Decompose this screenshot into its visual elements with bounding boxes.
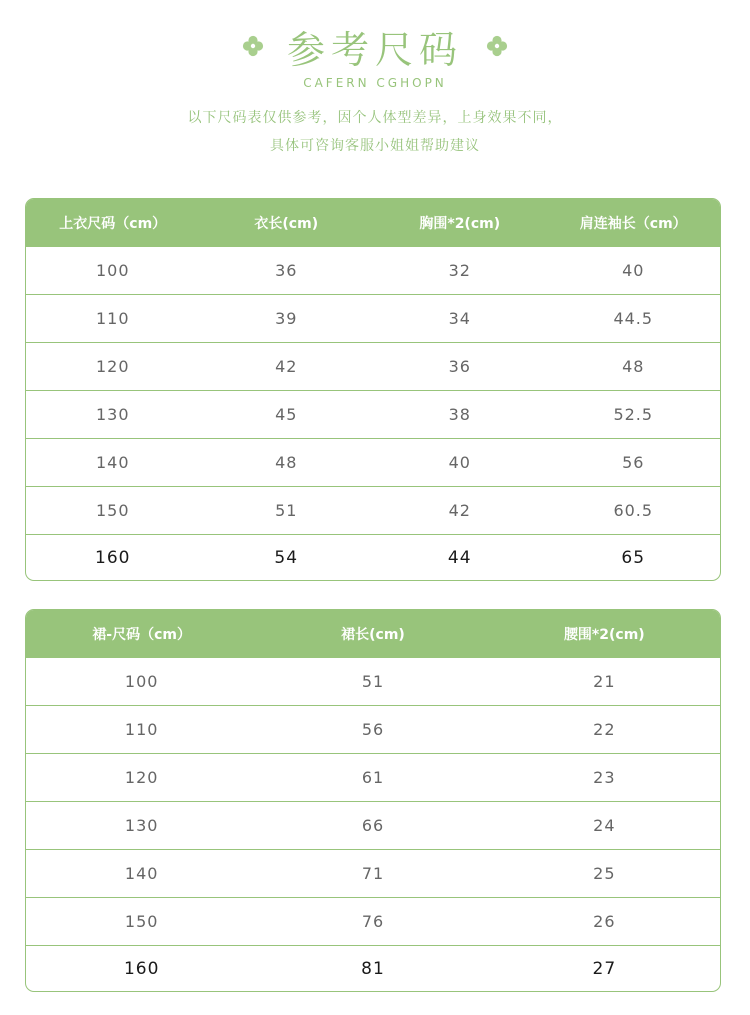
clover-icon (485, 34, 509, 58)
table-cell: 130 (124, 816, 159, 835)
page-title: 参考尺码 (286, 27, 463, 72)
table-cell: 160 (123, 958, 160, 979)
table-cell: 26 (593, 912, 616, 931)
table-row (26, 754, 720, 802)
clover-icon (241, 34, 265, 58)
table-cell: 81 (361, 958, 385, 979)
table-row (26, 391, 720, 439)
table-cell: 150 (95, 501, 130, 520)
table-cell: 54 (274, 547, 299, 568)
table-cell: 32 (448, 261, 471, 280)
table-cell: 48 (275, 453, 298, 472)
table-cell: 160 (95, 547, 131, 568)
skirt-size-table (25, 609, 721, 992)
table-header-cell: 肩连袖长（cm） (579, 216, 687, 232)
table-header-cell: 裙-尺码（cm） (92, 627, 192, 643)
table-cell: 34 (448, 309, 471, 328)
table-cell: 110 (124, 720, 159, 739)
table-row (26, 343, 720, 391)
size-note-line-2: 具体可咨询客服小姐姐帮助建议 (270, 138, 480, 154)
table-header-cell: 胸围*2(cm) (419, 216, 501, 232)
table-cell: 150 (124, 912, 159, 931)
table-cell: 42 (275, 357, 298, 376)
table-cell: 36 (448, 357, 471, 376)
table-cell: 25 (593, 864, 616, 883)
table-cell: 24 (593, 816, 616, 835)
table-cell: 120 (95, 357, 130, 376)
table-cell: 38 (448, 405, 471, 424)
table-row (26, 439, 720, 487)
size-note-line-1: 以下尺码表仅供参考，因个人体型差异，上身效果不同， (187, 110, 563, 126)
table-cell: 110 (95, 309, 130, 328)
table-row (26, 487, 720, 535)
table-cell: 66 (361, 816, 385, 835)
table-cell: 36 (275, 261, 298, 280)
page-subtitle: CAFERN CGHOPN (303, 76, 447, 90)
table-cell: 40 (622, 261, 645, 280)
table-cell: 100 (95, 261, 130, 280)
table-header-cell: 衣长(cm) (254, 216, 319, 232)
table-row (26, 535, 720, 580)
table-cell: 56 (622, 453, 645, 472)
table-cell: 39 (275, 309, 298, 328)
table-cell: 44 (447, 547, 472, 568)
table-header-row (26, 610, 720, 658)
table-cell: 52.5 (613, 405, 654, 424)
table-cell: 65 (621, 547, 646, 568)
table-header-cell: 上衣尺码（cm） (59, 216, 167, 232)
table-cell: 60.5 (613, 501, 654, 520)
table-row (26, 946, 720, 991)
table-header-cell: 裙长(cm) (341, 627, 405, 643)
top-size-table (25, 198, 721, 581)
table-cell: 42 (448, 501, 471, 520)
table-row (26, 802, 720, 850)
table-row (26, 850, 720, 898)
table-cell: 120 (124, 768, 159, 787)
table-cell: 23 (593, 768, 616, 787)
table-row (26, 658, 720, 706)
table-cell: 140 (124, 864, 159, 883)
table-cell: 61 (361, 768, 385, 787)
table-cell: 44.5 (613, 309, 654, 328)
table-cell: 100 (124, 672, 159, 691)
table-cell: 51 (361, 672, 385, 691)
table-cell: 22 (593, 720, 616, 739)
table-cell: 76 (361, 912, 385, 931)
table-row (26, 898, 720, 946)
title-row (0, 22, 750, 70)
table-cell: 40 (448, 453, 471, 472)
table-row (26, 247, 720, 295)
table-cell: 51 (275, 501, 298, 520)
table-cell: 140 (95, 453, 130, 472)
table-cell: 48 (622, 357, 645, 376)
table-cell: 21 (593, 672, 616, 691)
table-header-cell: 腰围*2(cm) (563, 627, 645, 643)
table-cell: 130 (95, 405, 130, 424)
table-cell: 71 (361, 864, 385, 883)
table-row (26, 295, 720, 343)
table-header-row (26, 199, 720, 247)
table-row (26, 706, 720, 754)
table-cell: 56 (361, 720, 385, 739)
table-cell: 45 (275, 405, 298, 424)
table-cell: 27 (592, 958, 617, 979)
